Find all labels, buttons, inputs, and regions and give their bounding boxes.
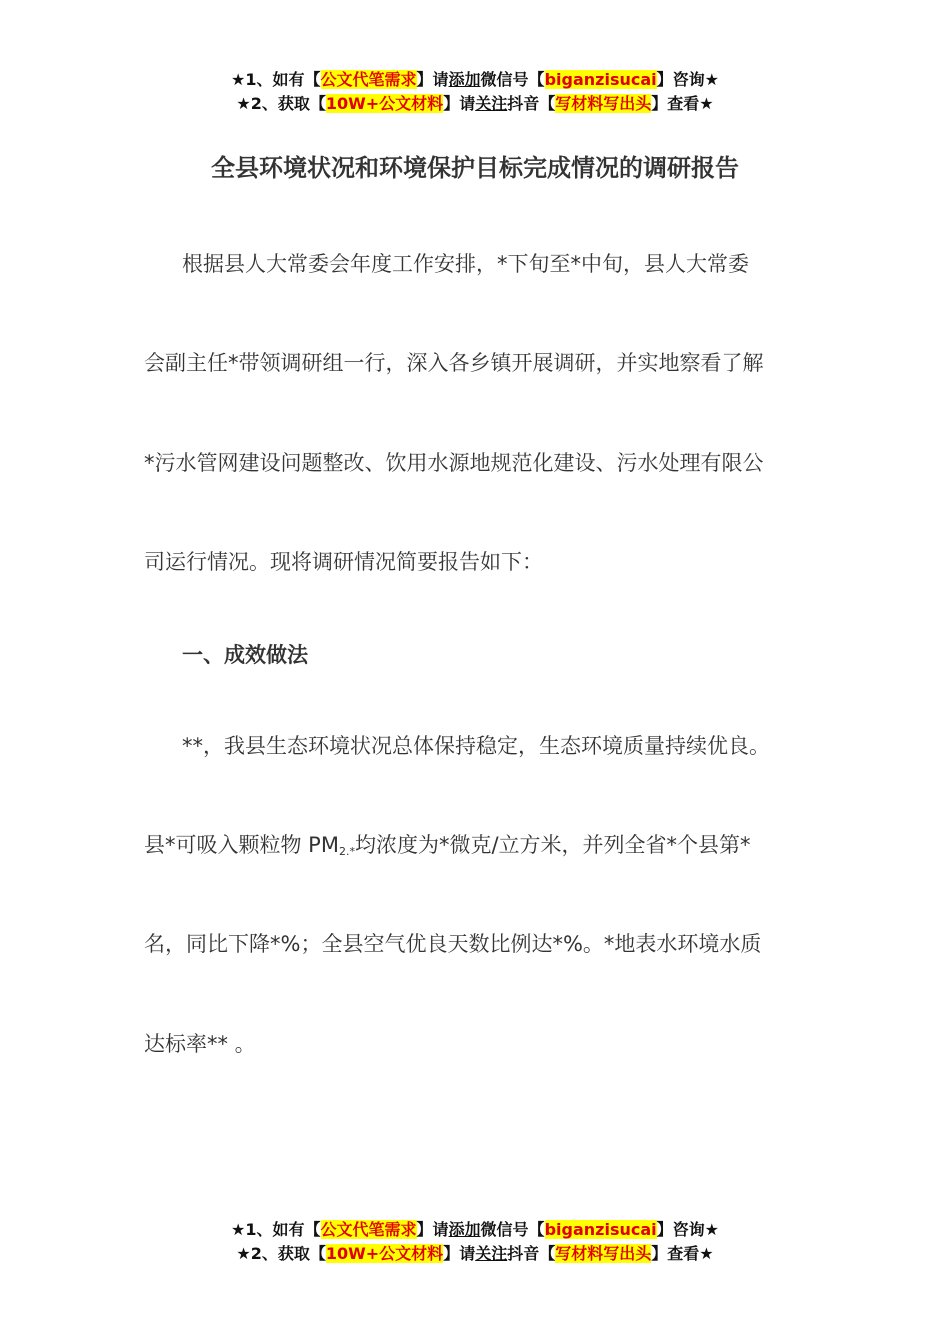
promo-text: 微信号【 [480,70,545,89]
promo-wechat-id: biganzisucai [544,1220,657,1239]
promo-text: ★1、如有【 [231,1220,321,1239]
promo-text: 】查看★ [651,94,714,113]
promo-text: ★2、获取【 [236,1244,326,1263]
promo-text: 】请 [416,1220,449,1239]
promo-text: 】请 [443,94,476,113]
promo-text: ★1、如有【 [231,70,321,89]
promo-text: 】请 [416,70,449,89]
pm-text-after: 均浓度为*微克/立方米，并列全省*个县第* [354,833,751,857]
paragraph-line: 达标率** 。 [144,1032,256,1056]
pm-subscript: 2.* [338,845,355,858]
paragraph-line [144,830,751,867]
promo-douyin-id: 写材料写出头 [555,94,652,113]
promo-text: 抖音【 [507,94,556,113]
promo-line-1 [0,1218,950,1242]
promo-text: 抖音【 [507,1244,556,1263]
promo-highlight: 公文代笔需求 [320,1220,417,1239]
paragraph-line: 名，同比下降*%；全县空气优良天数比例达*%。*地表水环境水质 [144,932,762,956]
pm-text-before: 县*可吸入颗粒物 PM [144,833,339,857]
paragraph-line: **，我县生态环境状况总体保持稳定，生态环境质量持续优良。 [182,734,770,758]
promo-banner-bottom [0,1218,950,1266]
paragraph-line: *污水管网建设问题整改、饮用水源地规范化建设、污水处理有限公 [144,451,764,475]
promo-line-2 [0,92,950,116]
promo-line-1 [0,68,950,92]
paragraph-line: 司运行情况。现将调研情况简要报告如下： [144,550,543,574]
promo-underline: 添加 [448,70,481,89]
promo-banner-top [0,68,950,116]
paragraph-line: 会副主任*带领调研组一行，深入各乡镇开展调研，并实地察看了解 [144,351,764,375]
section-heading: 一、成效做法 [182,643,308,667]
promo-highlight: 10W+公文材料 [325,1244,444,1263]
promo-text: 微信号【 [480,1220,545,1239]
promo-underline: 关注 [475,94,508,113]
promo-text: 】查看★ [651,1244,714,1263]
promo-douyin-id: 写材料写出头 [555,1244,652,1263]
promo-text: 】咨询★ [656,70,719,89]
promo-underline: 添加 [448,1220,481,1239]
document-title: 全县环境状况和环境保护目标完成情况的调研报告 [211,154,739,182]
promo-text: ★2、获取【 [236,94,326,113]
paragraph-line: 根据县人大常委会年度工作安排，*下旬至*中旬，县人大常委 [182,252,749,276]
promo-highlight: 10W+公文材料 [325,94,444,113]
promo-highlight: 公文代笔需求 [320,70,417,89]
promo-wechat-id: biganzisucai [544,70,657,89]
promo-text: 】咨询★ [656,1220,719,1239]
promo-text: 】请 [443,1244,476,1263]
promo-underline: 关注 [475,1244,508,1263]
promo-line-2 [0,1242,950,1266]
